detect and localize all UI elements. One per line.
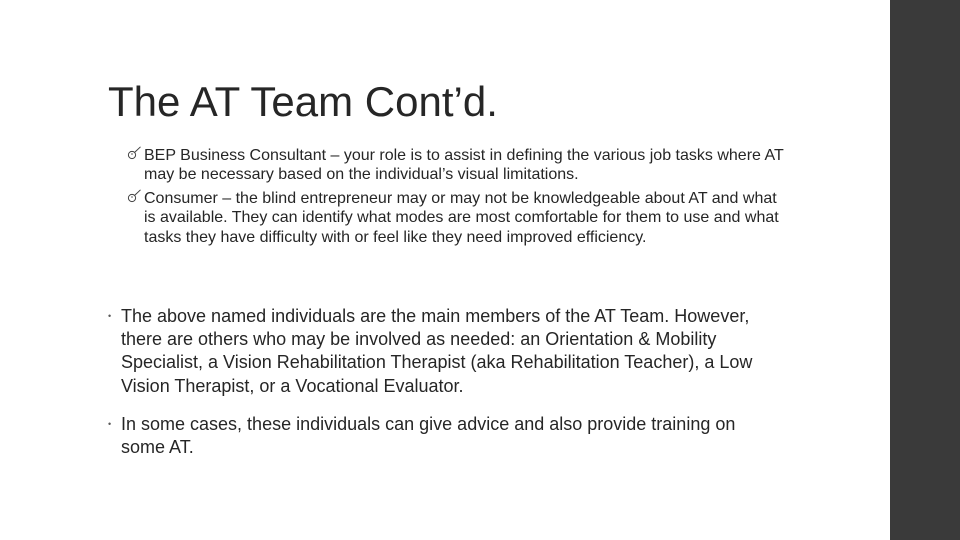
main-bullet-list	[108, 305, 781, 474]
bullet-dot-icon: •	[108, 418, 112, 429]
main-bullet-text: The above named individuals are the main members of the AT Team. However, there are others who may be involved as needed: an Orientation & Mobility Specialist, a Vision Rehabilitation Therapist (aka Rehabilitation Teacher), a Low Vision Therapist, or a Vocational Evaluator.	[121, 306, 753, 396]
slide-title: The AT Team Cont’d.	[108, 78, 498, 125]
sub-bullet-item	[144, 189, 784, 247]
clock-icon	[127, 189, 143, 208]
sub-bullet-list	[144, 146, 784, 251]
main-bullet-item	[108, 305, 781, 398]
sub-bullet-text: Consumer – the blind entrepreneur may or may not be knowledgeable about AT and what is available. They can identify what modes are most comfortable for them to use and what tasks they have difficulty with or feel like they need improved efficiency.	[144, 189, 779, 246]
sub-bullet-item	[144, 146, 784, 185]
sub-bullet-text: BEP Business Consultant – your role is to assist in defining the various job tasks where AT may be necessary based on the individual’s visual limitations.	[144, 147, 784, 184]
main-bullet-item	[108, 413, 781, 459]
bullet-dot-icon: •	[108, 311, 112, 321]
side-accent-bar	[890, 0, 960, 540]
main-bullet-text: In some cases, these individuals can give advice and also provide training on some AT.	[121, 413, 736, 458]
clock-icon	[127, 146, 143, 165]
